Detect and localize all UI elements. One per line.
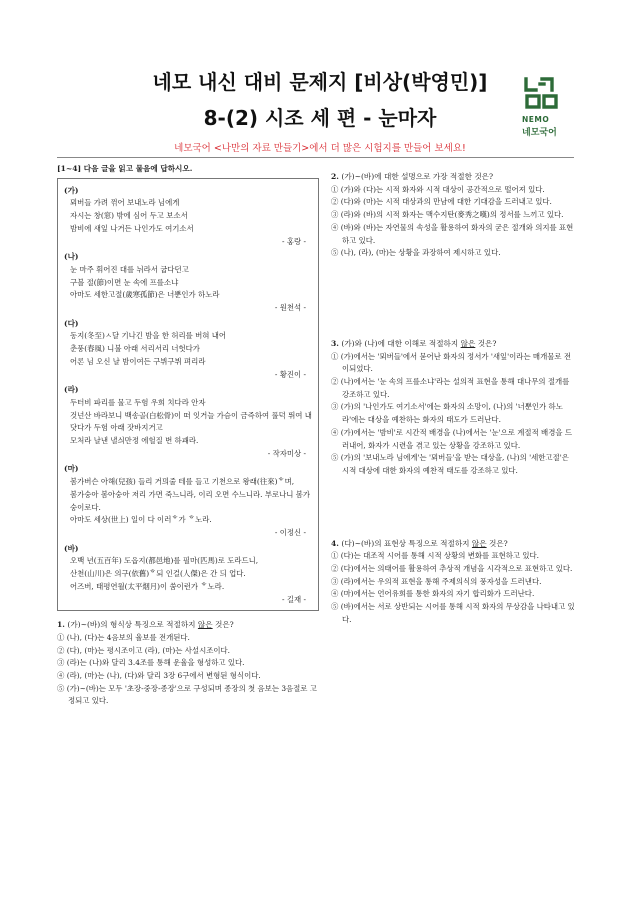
answer-option[interactable]: ⑤ (가)~(바)는 모두 '초장-중장-종장'으로 구성되며 종장의 첫 음보는 3음절로 고정되고 있다. [57, 683, 317, 706]
passage-section [64, 185, 312, 249]
poem-author: - 황진이 - [274, 369, 306, 379]
answer-option[interactable]: ③ (라)에서는 우의적 표현을 통해 주제의식의 풍자성을 드러낸다. [331, 576, 542, 586]
answer-option[interactable]: ② (다), (마)는 평시조이고 (라), (마)는 사설시조이다. [57, 645, 230, 655]
question-stem [331, 538, 577, 551]
poem-line: 산천(山川)은 의구(依舊)ᄒ되 인걸(人傑)은 간 듸 업다. [70, 569, 246, 579]
passage-section-label: (다) [64, 318, 79, 328]
promo-text: 네모국어 <나만의 자료 만들기>에서 더 많은 시험지를 만들어 보세요! [174, 143, 466, 154]
poem-line: 것넌산 바라보니 백송골(白松骨)이 떠 잇거늘 가슴이 금즉하여 풀덕 뛰여 내닷다가 두험 아래 잣바지거고 [70, 410, 312, 433]
header-divider [57, 157, 574, 158]
question-stem-emphasis: 않은 [197, 620, 213, 630]
poem-author: - 이정신 - [274, 527, 306, 537]
poem-line: 봄가버슨 아해(兒孩) 들리 거믜줄 테를 들고 기천으로 왕래(往來)ᄒ며, [70, 477, 295, 487]
question-1 [57, 619, 319, 708]
answer-option[interactable]: ① (가)와 (다)는 시적 화자와 시적 대상이 공간적으로 떨어져 있다. [331, 184, 545, 194]
passage-section [64, 318, 312, 382]
poem-line: 모처라 날낸 낼싀만정 에헐질 번 하괘라. [70, 436, 199, 446]
left-column [57, 163, 319, 708]
page-title: 네모 내신 대비 문제지 [비상(박영민)] [152, 70, 488, 94]
answer-option[interactable]: ⑤ (가)의 '보내노라 님에게'는 '뫼버들'을 받는 대상을, (나)의 '세한고절'은 시적 대상에 대한 화자의 예찬적 태도를 강조하고 있다. [331, 453, 569, 475]
answer-option[interactable]: ② (다)와 (마)는 시적 대상과의 만남에 대한 기대감을 드러내고 있다. [331, 197, 552, 207]
question-number: 1. [57, 620, 65, 630]
poem-line: 자시는 창(窓) 밖에 심어 두고 보소서 [70, 211, 188, 221]
page-subtitle-title: 8-(2) 시조 세 편 - 눈마자 [203, 106, 437, 130]
passage-instruction: [1~4] 다음 글을 읽고 물음에 답하시오. [57, 164, 193, 173]
nemo-logo-mark-icon [522, 76, 562, 110]
passage-section [64, 384, 312, 460]
poem-line: 밤비에 새잎 나거든 나인가도 여기소서 [70, 223, 194, 233]
poem-line: 눈 마주 휘어진 대를 뉘라서 굽다던고 [70, 264, 189, 274]
question-stem-text: (다)~(바)의 표현상 특징으로 적절하지 [338, 538, 472, 548]
answer-option[interactable]: ④ (라), (마)는 (나), (다)와 달리 3장 6구에서 변형된 형식이다. [57, 671, 261, 681]
answer-option[interactable]: ④ (바)와 (바)는 자연물의 속성을 활용하여 화자의 굳은 절개와 의지를 표현하고 있다. [331, 222, 574, 245]
passage-section [64, 463, 312, 539]
answer-option[interactable]: ② (다)에서는 의태어를 활용하여 추상적 개념을 시각적으로 표현하고 있다. [331, 564, 573, 574]
answer-option[interactable]: ③ (가)의 '나인가도 여기소서'에는 화자의 소망이, (나)의 '너뿐인가 하노라'에는 대상을 예찬하는 화자의 태도가 드러난다. [331, 402, 563, 425]
question-stem-emphasis: 않은 [460, 338, 476, 348]
question-stem-text-end: 것은? [475, 338, 497, 348]
question-stem [331, 338, 577, 351]
passage-box [57, 178, 319, 612]
answer-option[interactable]: ⑤ (나), (라), (마)는 상황을 과장하여 제시하고 있다. [331, 248, 501, 258]
poem-line: 두터비 파리를 물고 두험 우희 치다라 안자 [70, 397, 206, 407]
logo-brand-ko-text: 네모국어 [522, 128, 557, 138]
passage-section-label: (라) [64, 385, 79, 395]
passage-section [64, 251, 312, 315]
nemo-logo [522, 76, 568, 138]
answer-option[interactable]: ④ (마)에서는 언어유희를 통한 화자의 자기 합리화가 드러난다. [331, 589, 535, 599]
answer-option[interactable]: ① (가)에서는 '뫼버들'에서 묻어난 화자의 정서가 '새잎'이라는 매개물로 전이되었다. [331, 351, 571, 374]
poem-line: 춘풍(春風) 니불 아래 서리서리 너헛다가 [70, 344, 200, 354]
question-number: 2. [331, 172, 339, 181]
answer-option[interactable]: ② (나)에서는 '눈 속의 프를소냐'라는 설의적 표현을 통해 대나무의 절개를 강조하고 있다. [331, 377, 570, 399]
question-number: 3. [331, 338, 339, 348]
poem-author: - 길재 - [282, 594, 306, 604]
poem-line: 봄가숭아 봄아숭아 저리 가면 죽느니라, 이리 오면 수느니라. 부로나니 봄가숭이로다. [70, 489, 311, 512]
question-stem-emphasis: 않은 [471, 538, 487, 548]
logo-brand-text: NEMO [522, 115, 550, 124]
poem-author: - 작자미상 - [267, 448, 306, 458]
question-stem [57, 619, 319, 632]
poem-line: 구블 절(節)이면 눈 속에 프를소냐 [70, 277, 179, 287]
question-stem-text-end: 것은? [486, 538, 508, 548]
passage-section [64, 543, 312, 607]
poem-line: 동지(冬至)ㅅ달 기나긴 밤을 한 허리를 버혀 내어 [70, 331, 227, 341]
question-stem-text: (가)~(바)의 형식상 특징으로 적절하지 [64, 620, 198, 630]
poem-line: 어론 님 오신 날 밤이여든 구뷔구뷔 펴리라 [70, 356, 206, 366]
right-column [331, 163, 577, 627]
passage-section-label: (가) [64, 185, 79, 195]
passage-section-label: (바) [64, 543, 79, 553]
question-number: 4. [331, 538, 339, 548]
poem-line: 아마도 세상(世上) 일이 다 이러ᄒ가 ᄒ노라. [70, 515, 212, 525]
question-3 [331, 338, 577, 478]
question-stem-text: (가)~(바)에 대한 설명으로 가장 적절한 것은? [338, 172, 494, 181]
answer-option[interactable]: ① (다)는 대조적 시어를 통해 시적 상황의 변화를 표현하고 있다. [331, 551, 539, 561]
poem-line: 오백 년(五百年) 도읍지(都邑地)를 필마(匹馬)로 도라드니, [70, 556, 259, 566]
answer-option[interactable]: ③ (라)와 (바)의 시적 화자는 맥수지탄(麥秀之嘆)의 정서를 느끼고 있다. [331, 210, 564, 220]
poem-author: - 홍랑 - [282, 236, 306, 246]
answer-option[interactable]: ⑤ (바)에서는 서로 상반되는 시어를 통해 시적 화자의 무상감을 나타내고 있다. [331, 602, 575, 624]
answer-option[interactable]: ① (나), (다)는 4음보의 율보를 전개된다. [57, 632, 190, 642]
question-stem [331, 171, 577, 184]
poem-line: 어즈버, 태평연월(太平烟月)이 쑴이런가 ᄒ노라. [70, 581, 225, 591]
question-2 [331, 171, 577, 260]
poem-author: - 원천석 - [274, 303, 306, 313]
passage-section-label: (마) [64, 464, 79, 474]
poem-line: 아마도 세한고절(歲寒孤節)은 너뿐인가 하노라 [70, 290, 220, 300]
answer-option[interactable]: ④ (가)에서는 '밤비'로 시간적 배경을 (나)에서는 '눈'으로 계절적 배경을 드러내어, 화자가 시련을 겪고 있는 상황을 강조하고 있다. [331, 427, 572, 450]
passage-section-label: (나) [64, 252, 79, 262]
answer-option[interactable]: ③ (라)는 (나)와 달리 3.4조를 통해 운율을 형성하고 있다. [57, 658, 245, 668]
question-stem-text-end: 것은? [212, 620, 234, 630]
poem-line: 뫼버들 가려 꺾어 보내노라 님에게 [70, 198, 180, 208]
question-4 [331, 538, 577, 627]
question-stem-text: (가)와 (나)에 대한 이해로 적절하지 [338, 338, 461, 348]
